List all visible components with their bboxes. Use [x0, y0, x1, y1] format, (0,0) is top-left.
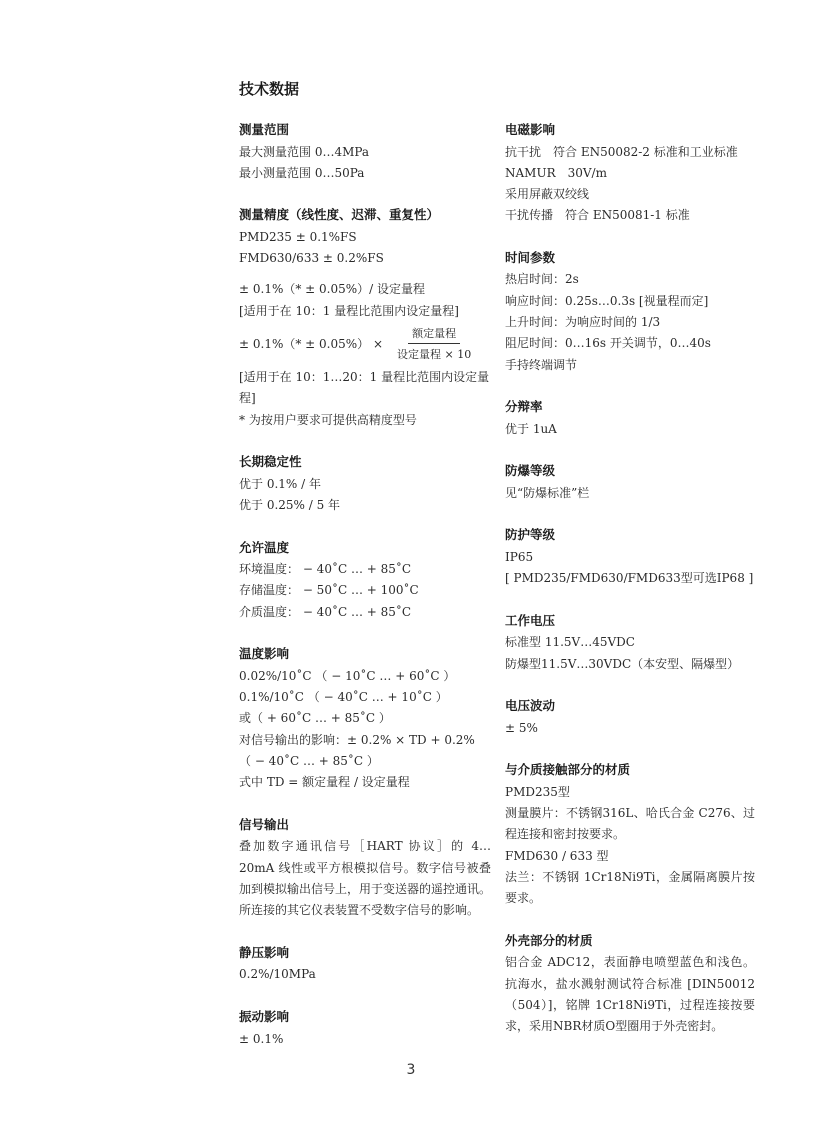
- accuracy-note-range: [适用于在 10：1…20：1 量程比范围内设定量程]: [239, 370, 490, 406]
- temp-effect-line: 对信号输出的影响：± 0.2% × TD + 0.2%: [239, 732, 475, 747]
- housing-text: 铝合金 ADC12，表面静电喷塑蓝色和浅色。抗海水，盐水溅射测试符合标准 [DIN50012（504）]，铭牌 1Cr18Ni9Ti，过程连接按要求，采用NBR材质O型圈用于外壳密封。: [505, 955, 755, 1034]
- section-emc: [505, 120, 755, 227]
- accuracy-set-span: ± 0.1%（* ± 0.05%）/ 设定量程: [239, 282, 426, 297]
- formula-denominator: 设定量程 × 10: [397, 347, 472, 361]
- wetted-fmd630: FMD630 / 633 型: [505, 848, 609, 863]
- protection-ip65: IP65: [505, 549, 534, 564]
- section-title: 工作电压: [505, 612, 556, 628]
- explosion-value: 见“防爆标准”栏: [505, 485, 590, 500]
- accuracy-range-note: [适用于在 10：1 量程比范围内设定量程]: [239, 303, 459, 318]
- section-title: 电压波动: [505, 698, 556, 714]
- section-resolution: [505, 397, 755, 440]
- section-title: 分辩率: [505, 399, 543, 415]
- temp-effect-line: 式中 TD = 额定量程 / 设定量程: [239, 775, 410, 790]
- section-title: 振动影响: [239, 1009, 290, 1024]
- temp-effect-line: （ − 40˚C … + 85˚C ）: [239, 754, 379, 769]
- time-line: 热启时间：2s: [505, 272, 579, 287]
- emc-immunity: 抗干扰 符合 EN50082-2 标准和工业标准 NAMUR 30V/m: [505, 144, 738, 180]
- section-title: 温度影响: [239, 646, 290, 662]
- section-signal-output: [239, 815, 491, 922]
- wetted-fmd630-text: 法兰：不锈钢 1Cr18Ni9Ti，金属隔离膜片按要求。: [505, 870, 755, 906]
- emc-emission: 干扰传播 符合 EN50081-1 标准: [505, 208, 690, 223]
- ripple-value: ± 5%: [505, 720, 538, 735]
- section-measuring-range: [239, 120, 491, 184]
- page-title: 技术数据: [239, 80, 300, 98]
- wetted-pmd235: PMD235型: [505, 784, 570, 799]
- left-column: [239, 120, 491, 1071]
- section-title: 允许温度: [239, 539, 290, 555]
- section-protection: [505, 525, 755, 589]
- temp-effect-line: 或（ + 60˚C … + 85˚C ）: [239, 711, 391, 726]
- time-line: 手持终端调节: [505, 357, 578, 372]
- section-title: 时间参数: [505, 249, 556, 265]
- temp-ambient: 环境温度： − 40˚C … + 85˚C: [239, 562, 412, 577]
- accuracy-pmd235: PMD235 ± 0.1%FS: [239, 229, 357, 244]
- time-line: 阻尼时间：0…16s 开关调节，0…40s: [505, 336, 711, 351]
- signal-text: 叠加数字通讯信号［HART 协议］的 4…20mA 线性或平方根模拟信号。数字信号被叠加到模拟输出信号上，用于变送器的遥控通讯。所连接的其它仪表装置不受数字信号的影响。: [239, 839, 492, 918]
- page-number: 3: [406, 1062, 416, 1078]
- section-explosion: [505, 461, 755, 504]
- section-voltage: [505, 611, 755, 675]
- temp-effect-line: 0.02%/10˚C （ − 10˚C … + 60˚C ）: [239, 668, 456, 683]
- section-static-pressure: [239, 943, 491, 986]
- static-value: 0.2%/10MPa: [239, 967, 316, 982]
- time-line: 响应时间：0.25s…0.3s [视量程而定]: [505, 293, 709, 308]
- section-title: 信号输出: [239, 816, 290, 832]
- section-title: 电磁影响: [505, 122, 556, 137]
- section-title: 防护等级: [505, 527, 556, 543]
- voltage-standard: 标准型 11.5V…45VDC: [505, 635, 635, 650]
- time-line: 上升时间：为响应时间的 1/3: [505, 315, 661, 330]
- right-column: [505, 120, 755, 1059]
- accuracy-fmd630: FMD630/633 ± 0.2%FS: [239, 251, 384, 266]
- voltage-ex: 防爆型11.5V…30VDC（本安型、隔爆型）: [505, 656, 740, 671]
- section-title: 与介质接触部分的材质: [505, 762, 631, 778]
- section-temp-effect: [239, 644, 491, 793]
- stability-line: 优于 0.25% / 5 年: [239, 498, 341, 513]
- section-time: [505, 248, 755, 376]
- section-wetted-materials: [505, 760, 755, 909]
- resolution-value: 优于 1uA: [505, 421, 557, 436]
- formula-left: ± 0.1%（* ± 0.05%） ×: [239, 336, 384, 351]
- emc-cable: 采用屏蔽双绞线: [505, 187, 590, 202]
- section-vibration: [239, 1007, 491, 1050]
- formula-numerator: 额定量程: [408, 325, 460, 344]
- section-title: 外壳部分的材质: [505, 932, 593, 948]
- range-max: 最大测量范围 0…4MPa: [239, 144, 370, 159]
- accuracy-note-high: * 为按用户要求可提供高精度型号: [239, 412, 417, 427]
- temp-storage: 存储温度： − 50˚C … + 100˚C: [239, 583, 419, 598]
- section-temperature: [239, 538, 491, 623]
- accuracy-formula: [239, 322, 491, 364]
- section-stability: [239, 452, 491, 516]
- protection-ip68: [ PMD235/FMD630/FMD633型可选IP68 ]: [505, 571, 754, 586]
- stability-line: 优于 0.1% / 年: [239, 476, 321, 491]
- section-title: 静压影响: [239, 944, 290, 960]
- wetted-pmd235-text: 测量膜片：不锈钢316L、哈氏合金 C276、过程连接和密封按要求。: [505, 806, 755, 842]
- section-ripple: [505, 696, 755, 739]
- section-title: 长期稳定性: [239, 454, 302, 470]
- section-accuracy: [239, 205, 491, 431]
- section-title: 防爆等级: [505, 463, 556, 479]
- temp-effect-line: 0.1%/10˚C （ − 40˚C … + 10˚C ）: [239, 690, 448, 705]
- range-min: 最小测量范围 0…50Pa: [239, 165, 365, 180]
- temp-medium: 介质温度： − 40˚C … + 85˚C: [239, 604, 412, 619]
- section-title: 测量范围: [239, 122, 290, 137]
- section-housing-materials: [505, 931, 755, 1038]
- formula-fraction: [393, 325, 475, 362]
- section-title: 测量精度（线性度、迟滞、重复性）: [239, 207, 440, 223]
- vibration-value: ± 0.1%: [239, 1031, 284, 1046]
